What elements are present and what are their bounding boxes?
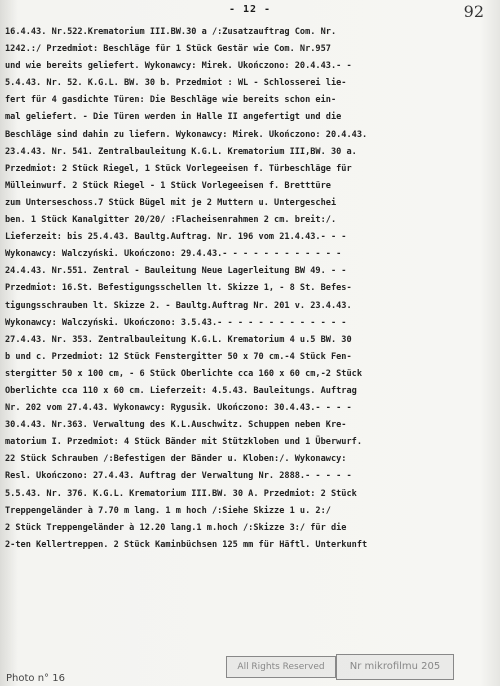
text-line: 22 Stück Schrauben /:Befestigen der Bänder u. Kloben:/. Wykonawcy:: [5, 454, 347, 465]
text-line: Nr. 202 vom 27.4.43. Wykonawcy: Rygusik. Ukończono: 30.4.43.- - - -: [5, 403, 352, 414]
typed-text-body: [5, 24, 480, 554]
text-line: 5.5.43. Nr. 376. K.G.L. Krematorium III.BW. 30 A. Przedmiot: 2 Stück: [5, 488, 357, 499]
text-line: Lieferzeit: bis 25.4.43. Baultg.Auftrag. Nr. 196 vom 21.4.43.- - -: [5, 232, 347, 243]
text-line: 1242.:/ Przedmiot: Beschläge für 1 Stück Gestär wie Com. Nr.957: [5, 44, 331, 55]
text-line: mal geliefert. - Die Türen werden in Halle II angefertigt und die: [5, 112, 342, 123]
text-line: zum Unterseschoss.7 Stück Bügel mit je 2 Muttern u. Untergeschei: [5, 197, 337, 208]
text-line: fert für 4 gasdichte Türen: Die Beschläge wie bereits schon ein-: [5, 95, 337, 106]
text-line: Przedmiot: 2 Stück Riegel, 1 Stück Vorlegeeisen f. Türbeschläge für: [5, 163, 352, 174]
text-line: matorium I. Przedmiot: 4 Stück Bänder mit Stützkloben und 1 Überwurf.: [5, 437, 362, 448]
text-line: stergitter 50 x 100 cm, - 6 Stück Oberlichte cca 160 x 60 cm,-2 Stück: [5, 368, 362, 379]
page-number: - 12 -: [228, 4, 272, 15]
text-line: 5.4.43. Nr. 52. K.G.L. BW. 30 b. Przedmiot : WL - Schlosserei lie-: [5, 78, 347, 89]
text-line: 23.4.43. Nr. 541. Zentralbauleitung K.G.L. Krematorium III,BW. 30 a.: [5, 146, 357, 157]
text-line: b und c. Przedmiot: 12 Stück Fenstergitter 50 x 70 cm.-4 Stück Fen-: [5, 351, 352, 362]
text-line: Wykonawcy: Walczyński. Ukończono: 3.5.43.- - - - - - - - - - - - -: [5, 317, 347, 328]
text-line: 2-ten Kellertreppen. 2 Stück Kaminbüchsen 125 mm für Häftl. Unterkunft: [5, 539, 368, 550]
text-line: Beschläge sind dahin zu liefern. Wykonawcy: Mirek. Ukończono: 20.4.43.: [5, 129, 368, 140]
rights-stamp: All Rights Reserved: [226, 656, 336, 678]
text-line: Oberlichte cca 110 x 60 cm. Lieferzeit: 4.5.43. Bauleitungs. Auftrag: [5, 385, 357, 396]
text-line: und wie bereits geliefert. Wykonawcy: Mirek. Ukończono: 20.4.43.- -: [5, 61, 352, 72]
text-line: 30.4.43. Nr.363. Verwaltung des K.L.Auschwitz. Schuppen neben Kre-: [5, 420, 347, 431]
folio-number: 92: [463, 2, 484, 21]
text-line: ben. 1 Stück Kanalgitter 20/20/ :Flacheisenrahmen 2 cm. breit:/.: [5, 215, 337, 226]
text-line: tigungsschrauben lt. Skizze 2. - Baultg.Auftrag Nr. 201 v. 23.4.43.: [5, 300, 352, 311]
text-line: 24.4.43. Nr.551. Zentral - Bauleitung Neue Lagerleitung BW 49. - -: [5, 266, 347, 277]
text-line: 27.4.43. Nr. 353. Zentralbauleitung K.G.L. Krematorium 4 u.5 BW. 30: [5, 334, 352, 345]
photo-caption: Photo n° 16: [6, 673, 65, 684]
text-line: Mülleinwurf. 2 Stück Riegel - 1 Stück Vorlegeeisen f. Bretttüre: [5, 180, 331, 191]
text-line: Wykonawcy: Walczyński. Ukończono: 29.4.43.- - - - - - - - - - - -: [5, 249, 342, 260]
text-line: Treppengeländer à 7.70 m lang. 1 m hoch /:Siehe Skizze 1 u. 2:/: [5, 505, 331, 516]
text-line: 2 Stück Treppengeländer à 12.20 lang.1 m.hoch /:Skizze 3:/ für die: [5, 522, 347, 533]
text-line: 16.4.43. Nr.522.Krematorium III.BW.30 a /:Zusatzauftrag Com. Nr.: [5, 27, 337, 37]
microfilm-stamp: Nr mikrofilmu 205: [336, 654, 454, 680]
text-line: Resl. Ukończono: 27.4.43. Auftrag der Verwaltung Nr. 2888.- - - - -: [5, 471, 352, 482]
text-line: Przedmiot: 16.St. Befestigungsschellen lt. Skizze 1, - 8 St. Befes-: [5, 283, 352, 294]
